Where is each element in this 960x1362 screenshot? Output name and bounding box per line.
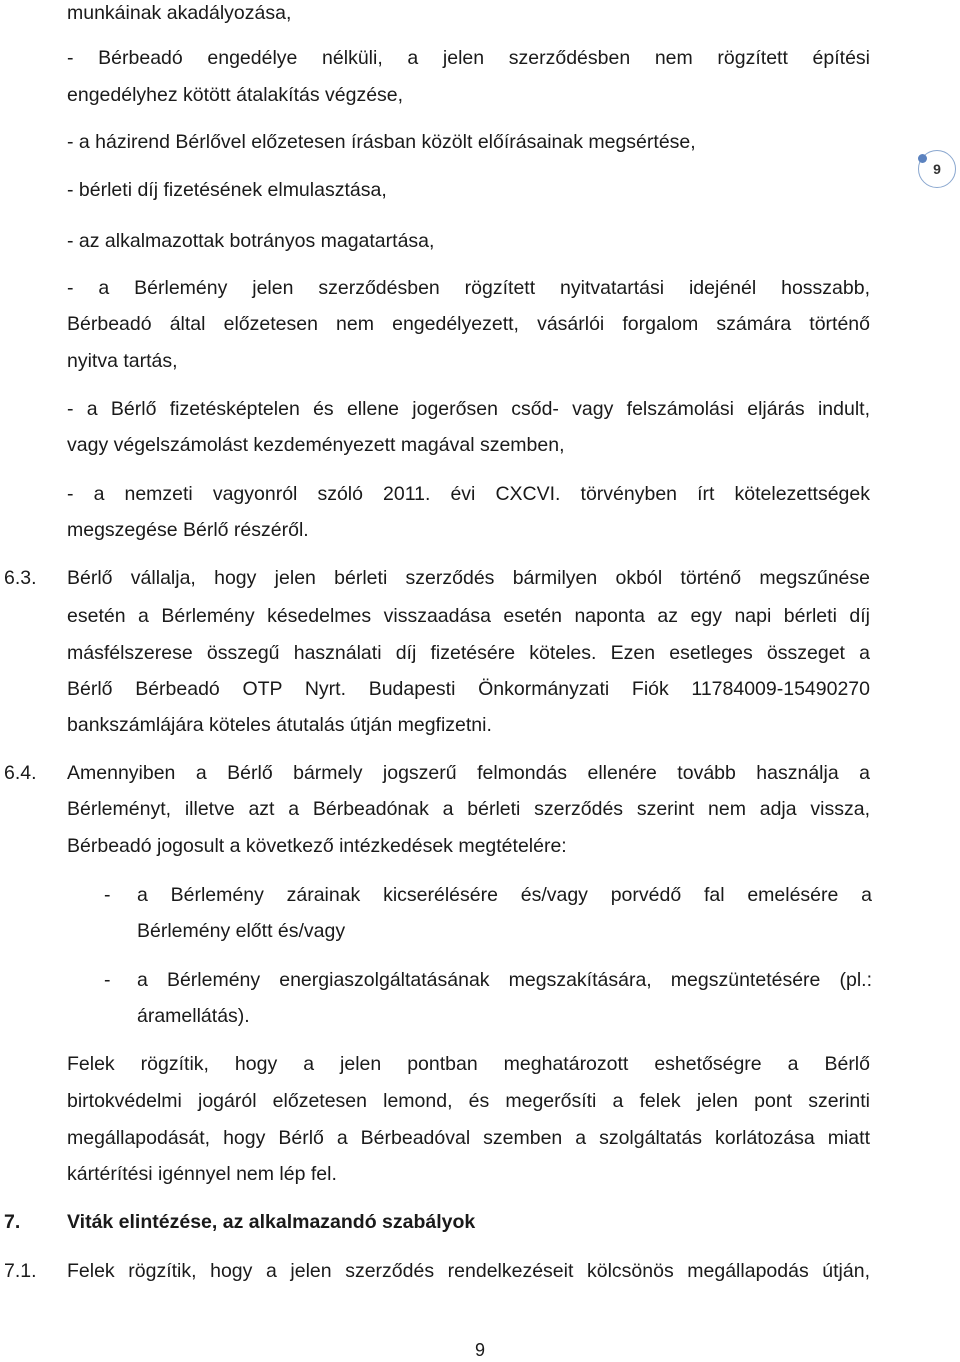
text-line: - bérleti díj fizetésének elmulasztása, <box>67 179 387 201</box>
text-line: engedélyhez kötött átalakítás végzése, <box>67 84 404 106</box>
text-line: - az alkalmazottak botrányos magatartása, <box>67 230 435 252</box>
page-number-badge-text: 9 <box>933 161 941 177</box>
closing-line: kártérítési igénnyel nem lép fel. <box>67 1163 337 1185</box>
text-line: - a házirend Bérlővel előzetesen írásban közölt előírásainak megsértése, <box>67 131 696 153</box>
section-line: bankszámlájára köteles átutalás útján megfizetni. <box>67 714 492 736</box>
list-item-line: a Bérlemény energiaszolgáltatásának megszakítására, megszüntetésére (pl.: <box>137 969 872 991</box>
closing-line: Felek rögzítik, hogy a jelen pontban meghatározott eshetőségre a Bérlő <box>67 1053 870 1075</box>
closing-line: megállapodását, hogy Bérlő a Bérbeadóval szemben a szolgáltatás korlátozása miatt <box>67 1127 870 1149</box>
section-line: esetén a Bérlemény késedelmes visszaadása esetén naponta az egy napi bérleti díj <box>67 605 870 627</box>
list-item-line: a Bérlemény zárainak kicserélésére és/vagy porvédő fal emelésére a <box>137 884 872 906</box>
section-number: 6.3. <box>4 567 37 589</box>
text-line: - a Bérlő fizetésképtelen és ellene jogerősen csőd- vagy felszámolási eljárás indult, <box>67 398 870 420</box>
footer-page-number: 9 <box>474 1340 485 1360</box>
list-dash: - <box>104 884 111 906</box>
text-line: nyitva tartás, <box>67 350 178 372</box>
section-line: Bérleményt, illetve azt a Bérbeadónak a bérleti szerződés szerint nem adja vissza, <box>67 798 870 820</box>
text-line: Bérbeadó által előzetesen nem engedélyezett, vásárlói forgalom számára történő <box>67 313 870 335</box>
text-line: megszegése Bérlő részéről. <box>67 519 309 541</box>
list-item-line: áramellátás). <box>137 1005 250 1027</box>
section-line: másfélszerese összegű használati díj fizetésére köteles. Ezen esetleges összeget a <box>67 642 870 664</box>
badge-dot-icon <box>918 154 927 163</box>
list-dash: - <box>104 969 111 991</box>
closing-line: birtokvédelmi jogáról előzetesen lemond, és megerősíti a felek jelen pont szerinti <box>67 1090 870 1112</box>
text-line: - Bérbeadó engedélye nélküli, a jelen szerződésben nem rögzített építési <box>67 47 870 69</box>
text-line: vagy végelszámolást kezdeményezett magával szemben, <box>67 434 565 456</box>
section-line: Amennyiben a Bérlő bármely jogszerű felmondás ellenére tovább használja a <box>67 762 870 784</box>
section-number: 6.4. <box>4 762 37 784</box>
section-line: Bérlő Bérbeadó OTP Nyrt. Budapesti Önkormányzati Fiók 11784009-15490270 <box>67 678 870 700</box>
list-item-line: Bérlemény előtt és/vagy <box>137 920 346 942</box>
section-line: Bérbeadó jogosult a következő intézkedések megtételére: <box>67 835 567 857</box>
section-line: Felek rögzítik, hogy a jelen szerződés rendelkezéseit kölcsönös megállapodás útján, <box>67 1260 870 1282</box>
section-line: Bérlő vállalja, hogy jelen bérleti szerződés bármilyen okból történő megszűnése <box>67 567 870 589</box>
section-number: 7. <box>4 1211 21 1233</box>
text-line: munkáinak akadályozása, <box>67 2 292 24</box>
text-line: - a nemzeti vagyonról szóló 2011. évi CXCVI. törvényben írt kötelezettségek <box>67 483 870 505</box>
section-number: 7.1. <box>4 1260 37 1282</box>
text-line: - a Bérlemény jelen szerződésben rögzített nyitvatartási idejénél hosszabb, <box>67 277 870 299</box>
section-heading: Viták elintézése, az alkalmazandó szabályok <box>67 1211 476 1233</box>
